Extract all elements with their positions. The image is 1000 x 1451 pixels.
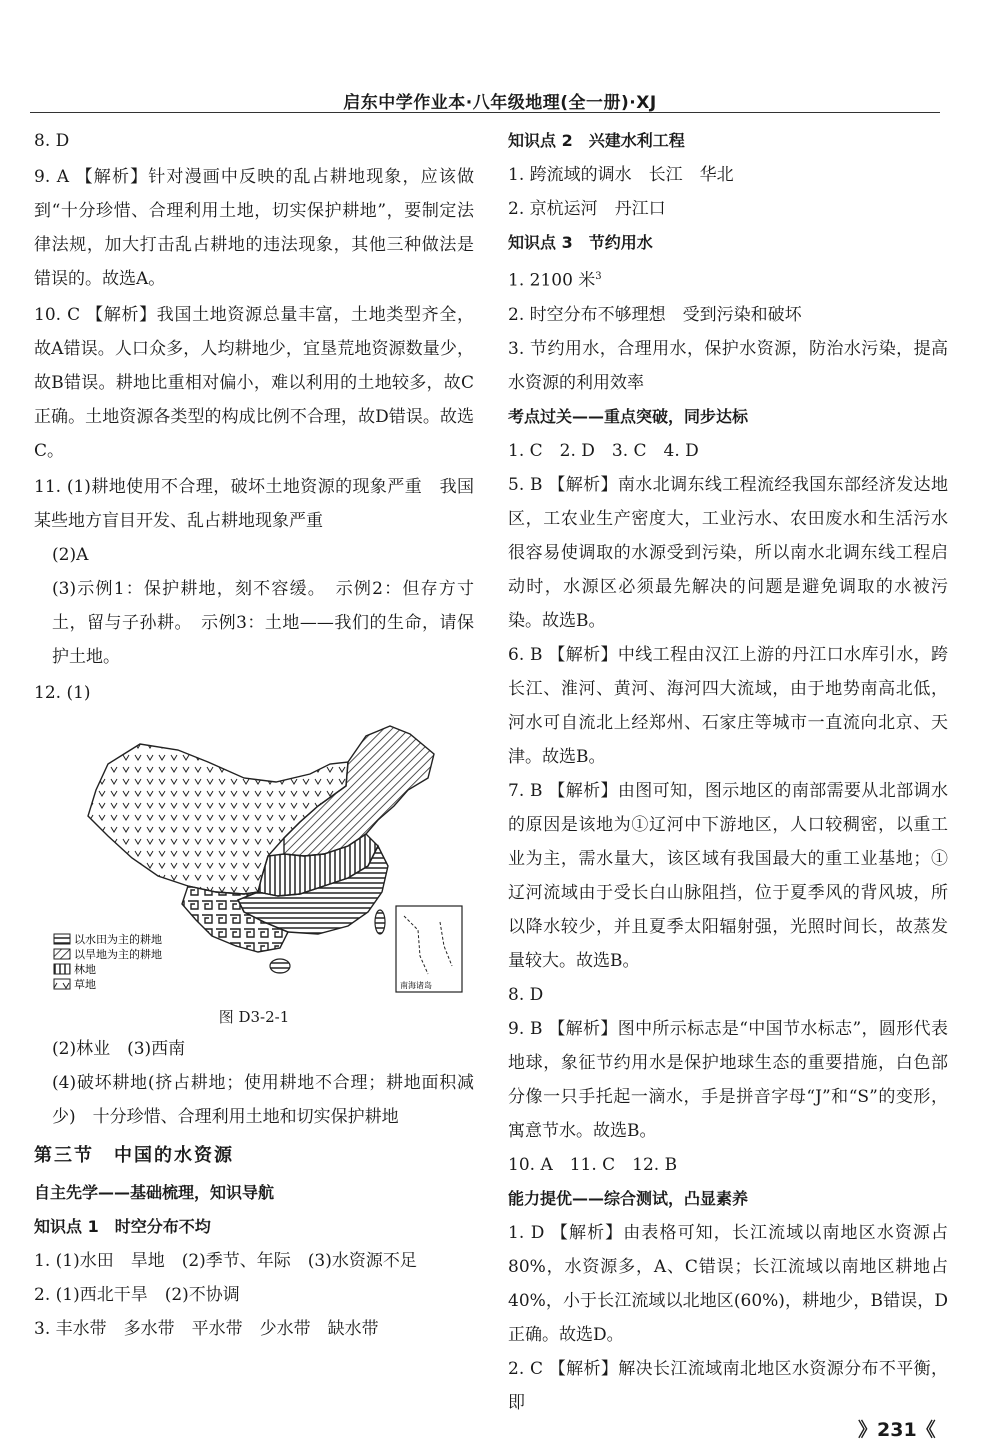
kp1-answer-2: 2. (1)西北干旱 (2)不协调	[34, 1285, 240, 1305]
knowledge-point-3-title: 知识点 3 节约用水	[508, 233, 653, 252]
ability-section-title: 能力提优——综合测试，凸显素养	[508, 1188, 749, 1208]
answer-8-right: 8. D	[508, 984, 544, 1005]
left-column	[34, 124, 474, 1346]
ability-answer-2: 2. C 【解析】解决长江流域南北地区水资源分布不平衡，即	[508, 1358, 948, 1413]
header-rule	[30, 112, 940, 113]
answer-8: 8. D	[34, 131, 70, 151]
section-title: 第三节 中国的水资源	[34, 1145, 234, 1166]
kp2-answer-1: 1. 跨流域的调水 长江 华北	[508, 165, 734, 185]
answer-9: 9. A 【解析】针对漫画中反映的乱占耕地现象，应该做到“十分珍惜、合理利用土地，切实保护耕地”，要制定法律法规，加大打击乱占耕地的违法现象，其他三种做法是错误的。故选A。	[34, 167, 474, 289]
kp1-answer-1: 1. (1)水田 旱地 (2)季节、年际 (3)水资源不足	[34, 1251, 417, 1271]
legend-paddy: 以水田为主的耕地	[74, 933, 162, 946]
answer-7: 7. B 【解析】由图可知，图示地区的南部需要从北部调水的原因是该地为①辽河中下游地区，人口较稠密，以重工业为主，需水量大，该区域有我国最大的重工业基地；①辽河流域由于受长白山脉阻挡，位于夏季风的背风坡，所以降水较少，并且夏季太阳辐射强，光照时间长，故蒸发量较大。故选B。	[508, 780, 948, 971]
answer-9-right: 9. B 【解析】图中所示标志是“中国节水标志”，圆形代表地球，象征节约用水是保护地球生态的重要措施，白色部分像一只手托起一滴水，手是拼音字母“J”和“S”的变形，寓意节水。故选B。	[508, 1018, 948, 1141]
study-title: 自主先学——基础梳理，知识导航	[34, 1183, 275, 1202]
kp1-answer-3: 3. 丰水带 多水带 平水带 少水带 缺水带	[34, 1319, 379, 1339]
kp3-answer-1: 1. 2100 米$^3$	[508, 270, 602, 291]
exam-section-title: 考点过关——重点突破，同步达标	[508, 406, 749, 426]
answers-1-4: 1. C 2. D 3. C 4. D	[508, 440, 699, 461]
page-header: 启东中学作业本·八年级地理(全一册)·XJ	[343, 93, 657, 113]
right-column	[508, 124, 948, 1420]
legend-grassland: 草地	[74, 978, 96, 991]
hainan-island	[270, 959, 290, 973]
answer-12-part2-3: (2)林业 (3)西南	[52, 1039, 186, 1059]
legend-dryland: 以旱地为主的耕地	[74, 948, 162, 961]
map-caption: 图 D3-2-1	[218, 1008, 290, 1026]
answer-11-part1: 11. (1)耕地使用不合理，破坏土地资源的现象严重 我国某些地方盲目开发、乱占耕地现象严重	[34, 477, 474, 531]
page-number: 》231《	[858, 1419, 936, 1441]
taiwan-island	[375, 910, 385, 934]
legend-forest: 林地	[74, 963, 96, 976]
knowledge-point-1-title: 知识点 1 时空分布不均	[34, 1217, 211, 1236]
answer-10: 10. C 【解析】我国土地资源总量丰富，土地类型齐全，故A错误。人口众多，人均耕地少，宜垦荒地资源数量少，故B错误。耕地比重相对偏小，难以利用的土地较多，故C正确。土地资源各类型的构成比例不合理，故D错误。故选C。	[34, 305, 474, 461]
china-land-use-map	[48, 716, 468, 1002]
answer-6: 6. B 【解析】中线工程由汉江上游的丹江口水库引水，跨长江、淮河、黄河、海河四大流域，由于地势南高北低，河水可自流北上经郑州、石家庄等城市一直流向北京、天津。故选B。	[508, 644, 948, 767]
answers-10-12: 10. A 11. C 12. B	[508, 1154, 678, 1175]
knowledge-point-2-title: 知识点 2 兴建水利工程	[508, 131, 685, 150]
answer-12-part4: (4)破坏耕地(挤占耕地；使用耕地不合理；耕地面积减少) 十分珍惜、合理利用土地和切实保护耕地	[52, 1073, 474, 1127]
answer-11-part2: (2)A	[52, 545, 89, 565]
kp3-answer-2: 2. 时空分布不够理想 受到污染和破坏	[508, 304, 802, 325]
answer-11-part3: (3)示例1：保护耕地，刻不容缓。 示例2：但存方寸土，留与子孙耕。 示例3：土地——我们的生命，请保护土地。	[52, 579, 474, 667]
kp2-answer-2: 2. 京杭运河 丹江口	[508, 199, 666, 219]
answer-5: 5. B 【解析】南水北调东线工程流经我国东部经济发达地区，工农业生产密度大，工业污水、农田废水和生活污水很容易使调取的水源受到污染，所以南水北调东线工程启动时，水源区必须最先解决的问题是避免调取的水被污染。故选B。	[508, 474, 948, 631]
kp3-answer-3: 3. 节约用水，合理用水，保护水资源，防治水污染，提高水资源的利用效率	[508, 338, 948, 393]
south-china-sea-inset	[396, 906, 462, 992]
ability-answer-1: 1. D 【解析】由表格可知，长江流域以南地区水资源占80%，水资源多，A、C错误；长江流域以南地区耕地占40%，小于长江流域以北地区(60%)，耕地少，B错误，D正确。故选D。	[508, 1222, 948, 1345]
inset-label: 南海诸岛	[400, 981, 432, 990]
answer-12-part1: 12. (1)	[34, 683, 91, 703]
